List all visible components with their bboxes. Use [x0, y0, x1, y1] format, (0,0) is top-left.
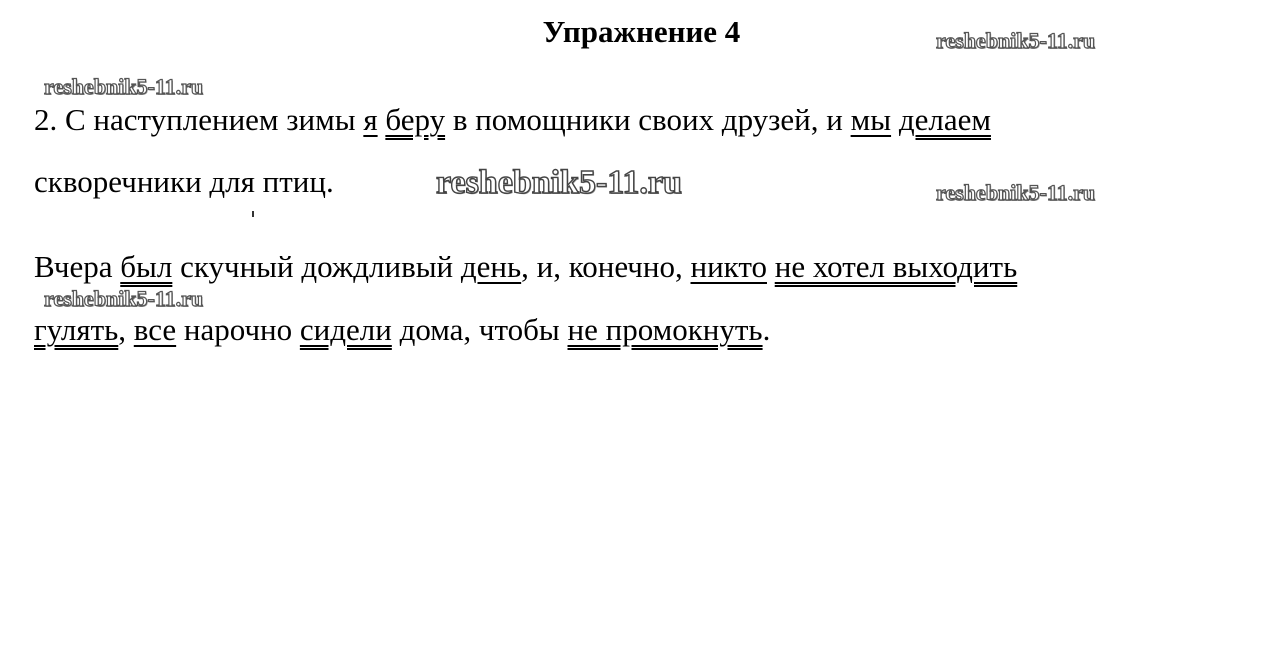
text	[767, 249, 775, 284]
subject: я	[363, 102, 378, 137]
text: скучный дождливый	[172, 249, 461, 284]
predicate: не промокнуть	[567, 312, 763, 347]
subject: никто	[690, 249, 767, 284]
watermark-center: reshebnik5-11.ru	[436, 164, 682, 201]
sentence-2-line-2	[34, 310, 770, 350]
text: , и, конечно,	[521, 249, 691, 284]
watermark-top-left: reshebnik5-11.ru	[44, 74, 204, 99]
predicate: сидели	[299, 312, 392, 347]
watermark-top-right: reshebnik5-11.ru	[936, 28, 1096, 53]
predicate: был	[120, 249, 173, 284]
sentence-1-line-1	[34, 100, 991, 140]
text: ,	[118, 312, 134, 347]
text: .	[762, 312, 771, 347]
predicate: беру	[385, 102, 446, 137]
predicate: делаем	[898, 102, 991, 137]
text	[891, 102, 899, 137]
text: 2. С наступлением зимы	[34, 102, 364, 137]
predicate: не хотел выходить	[774, 249, 1018, 284]
subject: все	[133, 312, 177, 347]
subject: мы	[850, 102, 892, 137]
subject: день	[460, 249, 522, 284]
text: скворечники для птиц.	[34, 164, 334, 199]
scan-speck	[252, 211, 254, 217]
watermark-left-middle: reshebnik5-11.ru	[44, 286, 204, 311]
predicate: гулять	[34, 312, 119, 347]
text: Вчера	[34, 249, 121, 284]
sentence-1-line-2	[34, 162, 334, 202]
text: дома, чтобы	[391, 312, 568, 347]
text: в помощники своих друзей, и	[445, 102, 851, 137]
watermark-right-middle: reshebnik5-11.ru	[936, 180, 1096, 205]
exercise-title: Упражнение 4	[542, 14, 741, 49]
text: нарочно	[176, 312, 300, 347]
sentence-2-line-1	[34, 247, 1017, 287]
